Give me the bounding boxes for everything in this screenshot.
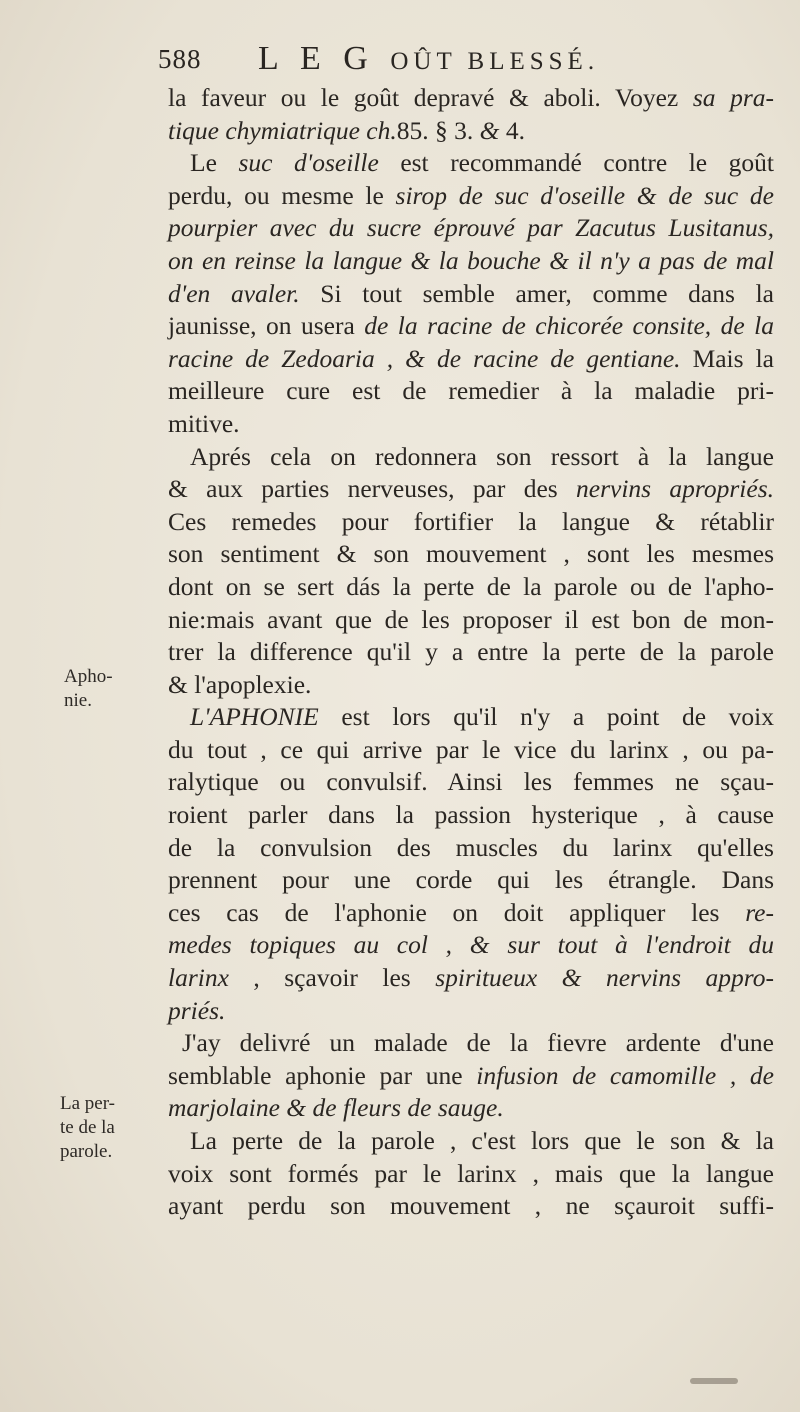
margin-note-aphonie: [64, 665, 113, 713]
body-text: [168, 82, 774, 1223]
text-line: racine de Zedoaria , & de racine de gentiane. Mais la: [168, 343, 774, 373]
text-line: trer la difference qu'il y a entre la perte de la parole: [168, 637, 774, 667]
text-line: roient parler dans la passion hysterique , à cause: [168, 800, 774, 830]
ink-smudge: [690, 1378, 738, 1384]
text-line: larinx , sçavoir les spiritueux & nervins appro-: [168, 963, 775, 993]
running-head-part-1: L E G: [258, 40, 375, 77]
text-line: priés.: [168, 995, 226, 1025]
text-line: prennent pour une corde qui les étrangle. Dans: [168, 865, 774, 895]
margin-note-perte-parole: [60, 1092, 115, 1164]
running-head-part-2: OÛT BLESSÉ.: [390, 48, 600, 75]
text-line: d'en avaler. Si tout semble amer, comme dans la: [168, 278, 774, 308]
margin-note-line: Apho-: [64, 666, 113, 687]
text-line: tique chymiatrique ch.85. § 3. & 4.: [168, 115, 525, 145]
text-line: mitive.: [168, 408, 240, 438]
text-line: medes topiques au col , & sur tout à l'endroit du: [168, 930, 774, 960]
text-line: La perte de la parole , c'est lors que le son & la: [190, 1126, 774, 1155]
text-line: Aprés cela on redonnera son ressort à la langue: [190, 441, 774, 471]
text-line: semblable aphonie par une infusion de camomille , de: [168, 1060, 774, 1090]
margin-note-line: parole.: [60, 1141, 113, 1162]
page-number: 588: [158, 44, 202, 74]
margin-note-line: nie.: [64, 690, 92, 711]
text-line: & l'apoplexie.: [168, 669, 312, 699]
page-header: [158, 40, 778, 84]
text-line: marjolaine & de fleurs de sauge.: [168, 1093, 504, 1123]
text-line: J'ay delivré un malade de la fievre ardente d'une: [182, 1028, 774, 1058]
text-line: L'APHONIE est lors qu'il n'y a point de voix: [190, 702, 774, 732]
text-line: on en reinse la langue & la bouche & il n'y a pas de mal: [168, 245, 774, 275]
text-line: ces cas de l'aphonie on doit appliquer les re-: [168, 897, 774, 927]
text-line: perdu, ou mesme le sirop de suc d'oseille & de suc de: [168, 180, 774, 210]
text-line: pourpier avec du sucre éprouvé par Zacutus Lusitanus,: [168, 213, 774, 243]
text-line: ayant perdu son mouvement , ne sçauroit suffi-: [168, 1191, 774, 1221]
text-line: du tout , ce qui arrive par le vice du larinx , ou pa-: [168, 734, 774, 764]
text-line: ralytique ou convulsif. Ainsi les femmes ne sçau-: [168, 767, 774, 797]
text-line: jaunisse, on usera de la racine de chicorée consite, de la: [168, 311, 774, 341]
text-line: son sentiment & son mouvement , sont les mesmes: [168, 539, 774, 569]
margin-note-line: te de la: [60, 1117, 115, 1138]
text-line: Ces remedes pour fortifier la langue & rétablir: [168, 506, 774, 536]
text-line: meilleure cure est de remedier à la maladie pri-: [168, 376, 774, 406]
text-line: dont on se sert dás la perte de la parole ou de l'apho-: [168, 571, 774, 601]
running-head: [258, 40, 599, 78]
text-line: nie:mais avant que de les proposer il est bon de mon-: [168, 604, 774, 634]
text-line: voix sont formés par le larinx , mais que la langue: [168, 1158, 774, 1188]
text-line: Le suc d'oseille est recommandé contre le goût: [190, 148, 774, 178]
text-line: de la convulsion des muscles du larinx qu'elles: [168, 832, 774, 862]
text-line: & aux parties nerveuses, par des nervins apropriés.: [168, 474, 775, 504]
text-line: la faveur ou le goût depravé & aboli. Voyez sa pra-: [168, 83, 774, 112]
margin-note-line: La per-: [60, 1093, 115, 1114]
